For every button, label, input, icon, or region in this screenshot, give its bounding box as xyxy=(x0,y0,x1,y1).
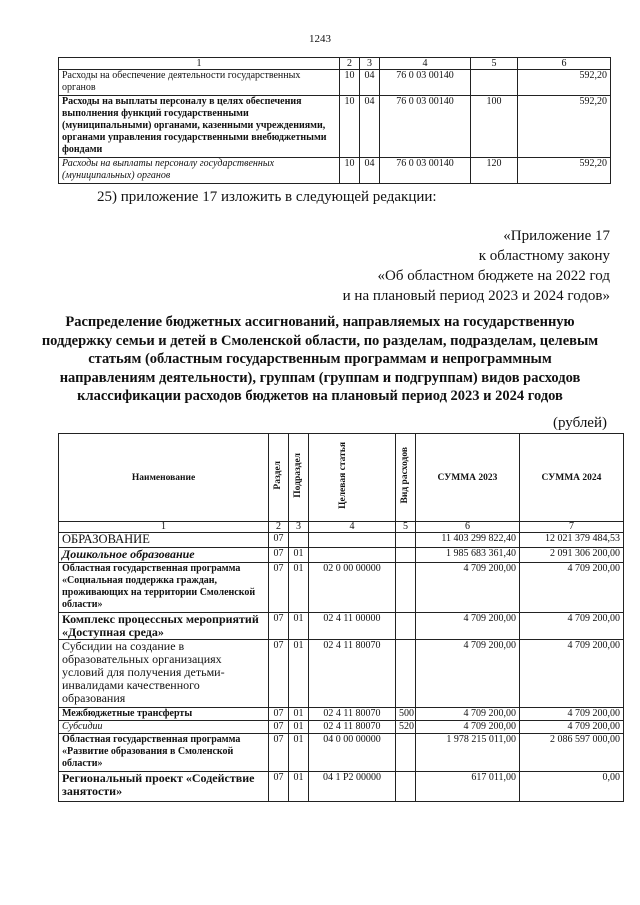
table-row xyxy=(59,563,624,613)
table-row xyxy=(59,721,624,734)
column-number: 5 xyxy=(396,522,416,533)
row-csr: 04 0 00 00000 xyxy=(309,734,396,772)
row-vr xyxy=(396,640,416,708)
table-row xyxy=(59,613,624,640)
table-header-row xyxy=(59,434,624,522)
table-row xyxy=(59,533,624,548)
row-csr: 76 0 03 00140 xyxy=(380,158,471,184)
row-name: Расходы на выплаты персоналу государственных (муниципальных) органов xyxy=(59,158,340,184)
row-sum-2023: 4 709 200,00 xyxy=(416,640,520,708)
row-sum-2023: 4 709 200,00 xyxy=(416,721,520,734)
row-sum-2024: 4 709 200,00 xyxy=(520,563,624,613)
appendix-heading xyxy=(343,226,610,306)
table-row xyxy=(59,708,624,721)
row-name: Расходы на обеспечение деятельности государственных органов xyxy=(59,70,340,96)
column-number: 1 xyxy=(59,522,269,533)
row-name: Комплекс процессных мероприятий «Доступная среда» xyxy=(59,613,269,640)
row-razdel: 10 xyxy=(340,96,360,158)
header-sum-2023: СУММА 2023 xyxy=(416,434,520,522)
row-sum: 592,20 xyxy=(518,96,611,158)
table-row xyxy=(59,96,611,158)
row-vr: 520 xyxy=(396,721,416,734)
row-csr: 02 4 11 00000 xyxy=(309,613,396,640)
row-podrazdel: 01 xyxy=(289,772,309,802)
row-sum-2023: 1 985 683 361,40 xyxy=(416,548,520,563)
appendix-line: к областному закону xyxy=(478,248,610,264)
row-csr: 76 0 03 00140 xyxy=(380,70,471,96)
row-sum-2024: 4 709 200,00 xyxy=(520,613,624,640)
column-numbers-row xyxy=(59,522,624,533)
header-vr: Вид расходов xyxy=(400,447,410,504)
table-row xyxy=(59,772,624,802)
row-name: Региональный проект «Содействие занятости» xyxy=(59,772,269,802)
row-csr: 04 1 P2 00000 xyxy=(309,772,396,802)
header-cell: 1 xyxy=(59,58,340,70)
column-number: 6 xyxy=(416,522,520,533)
row-razdel: 07 xyxy=(269,708,289,721)
row-name: Областная государственная программа «Социальная поддержка граждан, проживающих на территории Смоленской области» xyxy=(59,563,269,613)
row-csr: 02 0 00 00000 xyxy=(309,563,396,613)
header-cell: 3 xyxy=(360,58,380,70)
row-name: Субсидии xyxy=(59,721,269,734)
row-razdel: 07 xyxy=(269,734,289,772)
header-razdel: Раздел xyxy=(273,461,283,490)
row-csr xyxy=(309,533,396,548)
allocation-table xyxy=(58,433,624,802)
row-razdel: 07 xyxy=(269,563,289,613)
header-csr: Целевая статья xyxy=(338,442,348,509)
table-row xyxy=(59,70,611,96)
row-podrazdel: 04 xyxy=(360,158,380,184)
row-sum-2023: 4 709 200,00 xyxy=(416,708,520,721)
table-row xyxy=(59,640,624,708)
row-razdel: 07 xyxy=(269,613,289,640)
row-name: Межбюджетные трансферты xyxy=(59,708,269,721)
header-cell: 6 xyxy=(518,58,611,70)
appendix-line: «Об областном бюджете на 2022 год xyxy=(377,268,610,284)
header-name: Наименование xyxy=(59,434,269,522)
table-row xyxy=(59,548,624,563)
row-sum-2023: 617 011,00 xyxy=(416,772,520,802)
row-podrazdel: 04 xyxy=(360,96,380,158)
row-name: Областная государственная программа «Развитие образования в Смоленской области» xyxy=(59,734,269,772)
row-razdel: 07 xyxy=(269,548,289,563)
row-sum-2024: 4 709 200,00 xyxy=(520,721,624,734)
row-sum-2024: 2 086 597 000,00 xyxy=(520,734,624,772)
row-sum-2023: 11 403 299 822,40 xyxy=(416,533,520,548)
row-sum-2024: 4 709 200,00 xyxy=(520,640,624,708)
row-vr xyxy=(396,563,416,613)
row-vr xyxy=(396,772,416,802)
row-podrazdel: 01 xyxy=(289,640,309,708)
row-sum-2024: 4 709 200,00 xyxy=(520,708,624,721)
row-name: Расходы на выплаты персоналу в целях обеспечения выполнения функций государственными (муниципальными) органами, казенными учреждениями, органами управления государственными внебюджетными фондами xyxy=(59,96,340,158)
row-csr: 02 4 11 80070 xyxy=(309,640,396,708)
continued-table xyxy=(58,57,611,184)
row-vr: 100 xyxy=(471,96,518,158)
row-sum-2024: 2 091 306 200,00 xyxy=(520,548,624,563)
row-podrazdel: 01 xyxy=(289,613,309,640)
unit-label: (рублей) xyxy=(552,415,607,431)
row-csr: 76 0 03 00140 xyxy=(380,96,471,158)
appendix-line: и на плановый период 2023 и 2024 годов» xyxy=(342,288,610,304)
row-csr xyxy=(309,548,396,563)
column-number: 7 xyxy=(520,522,624,533)
row-sum: 592,20 xyxy=(518,158,611,184)
header-cell: 2 xyxy=(340,58,360,70)
page-number: 1243 xyxy=(309,33,331,45)
column-number: 4 xyxy=(309,522,396,533)
row-sum-2024: 0,00 xyxy=(520,772,624,802)
column-number: 2 xyxy=(269,522,289,533)
row-vr: 500 xyxy=(396,708,416,721)
row-vr xyxy=(396,533,416,548)
row-vr xyxy=(396,548,416,563)
header-podrazdel: Подраздел xyxy=(293,453,303,498)
row-name: Дошкольное образование xyxy=(59,548,269,563)
row-podrazdel: 01 xyxy=(289,708,309,721)
row-sum-2024: 12 021 379 484,53 xyxy=(520,533,624,548)
amendment-text: 25) приложение 17 изложить в следующей редакции: xyxy=(97,189,437,205)
table-header-row xyxy=(59,58,611,70)
column-number: 3 xyxy=(289,522,309,533)
row-vr xyxy=(471,70,518,96)
row-razdel: 07 xyxy=(269,772,289,802)
row-razdel: 07 xyxy=(269,721,289,734)
row-razdel: 07 xyxy=(269,533,289,548)
row-sum-2023: 4 709 200,00 xyxy=(416,563,520,613)
row-podrazdel: 01 xyxy=(289,548,309,563)
row-podrazdel: 01 xyxy=(289,563,309,613)
row-csr: 02 4 11 80070 xyxy=(309,721,396,734)
row-vr xyxy=(396,734,416,772)
appendix-line: «Приложение 17 xyxy=(503,228,610,244)
row-podrazdel: 04 xyxy=(360,70,380,96)
row-sum-2023: 4 709 200,00 xyxy=(416,613,520,640)
row-name: Субсидии на создание в образовательных организациях условий для получения детьми-инвалидами качественного образования xyxy=(59,640,269,708)
header-cell: 4 xyxy=(380,58,471,70)
row-podrazdel: 01 xyxy=(289,721,309,734)
row-podrazdel xyxy=(289,533,309,548)
row-name: ОБРАЗОВАНИЕ xyxy=(59,533,269,548)
document-title: Распределение бюджетных ассигнований, направляемых на государственную поддержку семьи и детей в Смоленской области, по разделам, подразделам, целевым статьям (областным государственным программам и непрограммным направлениям деятельности), группам (группам и подгруппам) видов расходов классификации расходов бюджетов на плановый период 2023 и 2024 годов xyxy=(41,314,599,404)
row-csr: 02 4 11 80070 xyxy=(309,708,396,721)
row-sum-2023: 1 978 215 011,00 xyxy=(416,734,520,772)
row-razdel: 07 xyxy=(269,640,289,708)
row-vr xyxy=(396,613,416,640)
table-row xyxy=(59,158,611,184)
row-sum: 592,20 xyxy=(518,70,611,96)
header-sum-2024: СУММА 2024 xyxy=(520,434,624,522)
row-razdel: 10 xyxy=(340,158,360,184)
table-row xyxy=(59,734,624,772)
row-razdel: 10 xyxy=(340,70,360,96)
row-podrazdel: 01 xyxy=(289,734,309,772)
header-cell: 5 xyxy=(471,58,518,70)
row-vr: 120 xyxy=(471,158,518,184)
